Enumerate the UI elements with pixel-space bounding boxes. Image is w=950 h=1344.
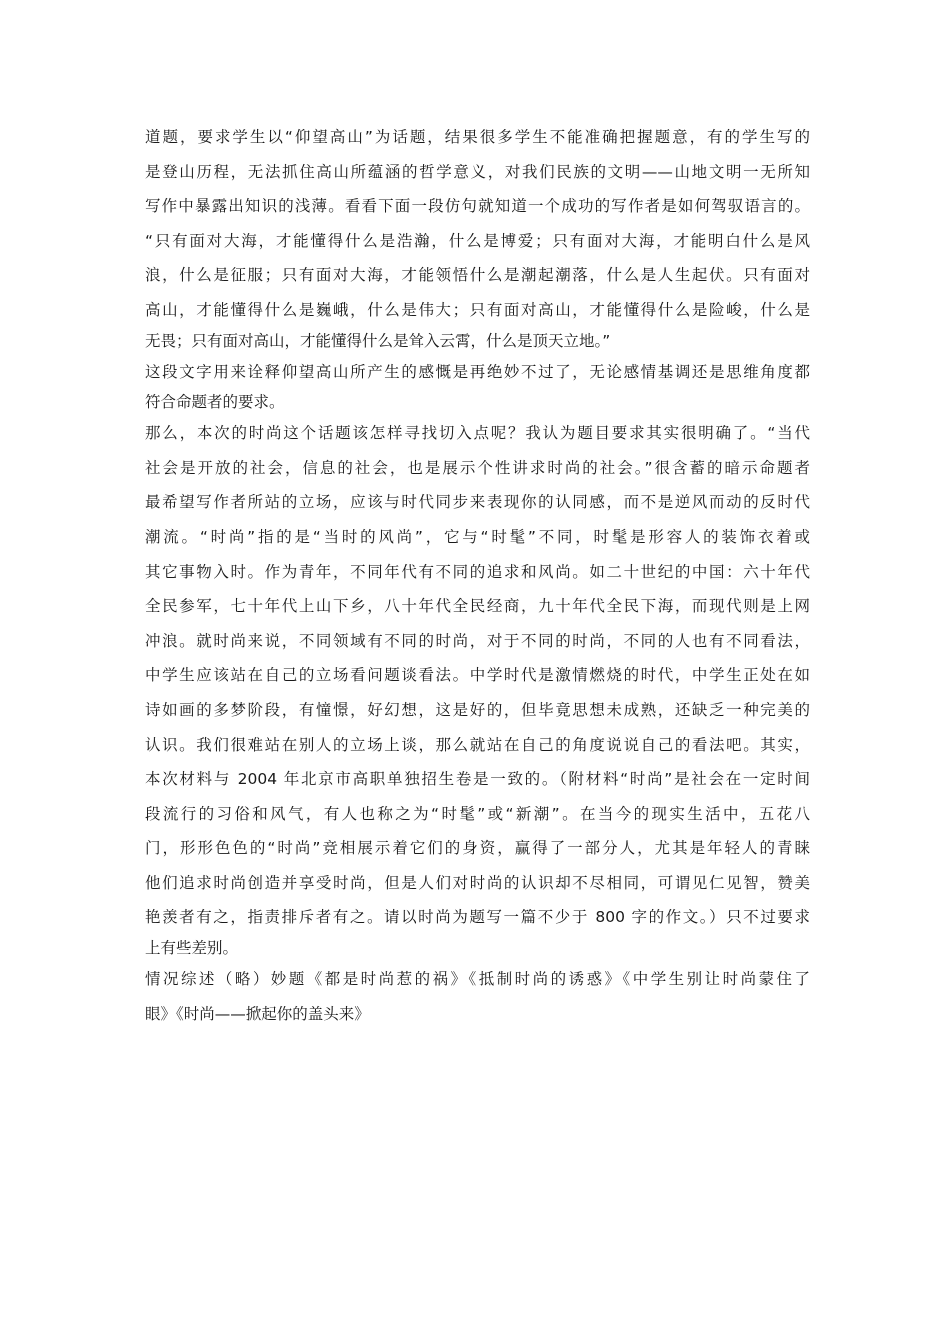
document-body-text xyxy=(145,120,810,1031)
text-line: 门，形形色色的“时尚”竞相展示着它们的身资，赢得了一部分人，尤其是年轻人的青睐 xyxy=(145,839,810,858)
text-line: 眼》《时尚——掀起你的盖头来》 xyxy=(145,1004,370,1023)
text-line: 是登山历程，无法抓住高山所蕴涵的哲学意义，对我们民族的文明——山地文明一无所知 xyxy=(145,162,810,181)
text-line: 这段文字用来诠释仰望高山所产生的感慨是再绝妙不过了，无论感情基调还是思维角度都 xyxy=(145,362,810,381)
text-line: 认识。我们很难站在别人的立场上谈，那么就站在自己的角度说说自己的看法吧。其实， xyxy=(145,735,810,754)
text-line: 高山，才能懂得什么是巍峨，什么是伟大；只有面对高山，才能懂得什么是险峻，什么是 xyxy=(145,300,810,319)
text-line: 中学生应该站在自己的立场看问题谈看法。中学时代是激情燃烧的时代，中学生正处在如 xyxy=(145,666,810,685)
text-line: 冲浪。就时尚来说，不同领域有不同的时尚，对于不同的时尚，不同的人也有不同看法， xyxy=(145,631,810,650)
text-line: 浪，什么是征服；只有面对大海，才能领悟什么是潮起潮落，什么是人生起伏。只有面对 xyxy=(145,266,810,285)
text-line: 全民参军，七十年代上山下乡，八十年代全民经商，九十年代全民下海，而现代则是上网 xyxy=(145,597,810,616)
text-line: 其它事物入时。作为青年，不同年代有不同的追求和风尚。如二十世纪的中国：六十年代 xyxy=(145,562,810,581)
text-line: 社会是开放的社会，信息的社会，也是展示个性讲求时尚的社会。”很含蓄的暗示命题者 xyxy=(145,458,810,477)
text-line: 潮流。“时尚”指的是“当时的风尚”，它与“时髦”不同，时髦是形容人的装饰衣着或 xyxy=(145,527,810,546)
text-line: “只有面对大海，才能懂得什么是浩瀚，什么是博爱；只有面对大海，才能明白什么是风 xyxy=(145,231,810,250)
text-line: 那么，本次的时尚这个话题该怎样寻找切入点呢？我认为题目要求其实很明确了。“当代 xyxy=(145,424,810,443)
text-line: 最希望写作者所站的立场，应该与时代同步来表现你的认同感，而不是逆风而动的反时代 xyxy=(145,493,810,512)
text-line: 上有些差别。 xyxy=(145,939,239,958)
text-line: 无畏；只有面对高山，才能懂得什么是耸入云霄，什么是顶天立地。” xyxy=(145,331,611,350)
text-line: 写作中暴露出知识的浅薄。看看下面一段仿句就知道一个成功的写作者是如何驾驭语言的。 xyxy=(145,197,810,216)
text-line: 诗如画的多梦阶段，有憧憬，好幻想，这是好的，但毕竟思想未成熟，还缺乏一种完美的 xyxy=(145,700,810,719)
text-line: 艳羡者有之，指责排斥者有之。请以时尚为题写一篇不少于 800 字的作文。）只不过要求 xyxy=(145,908,810,927)
text-line: 道题，要求学生以“仰望高山”为话题，结果很多学生不能准确把握题意，有的学生写的 xyxy=(145,128,810,146)
text-line: 情况综述（略）妙题《都是时尚惹的祸》《抵制时尚的诱惑》《中学生别让时尚蒙住了 xyxy=(145,970,810,989)
text-line: 本次材料与 2004 年北京市高职单独招生卷是一致的。（附材料“时尚”是社会在一定时间 xyxy=(145,770,810,789)
text-line: 符合命题者的要求。 xyxy=(145,393,285,412)
text-line: 段流行的习俗和风气，有人也称之为“时髦”或“新潮”。在当今的现实生活中，五花八 xyxy=(145,804,810,823)
text-line: 他们追求时尚创造并享受时尚，但是人们对时尚的认识却不尽相同，可谓见仁见智，赞美 xyxy=(145,873,810,892)
